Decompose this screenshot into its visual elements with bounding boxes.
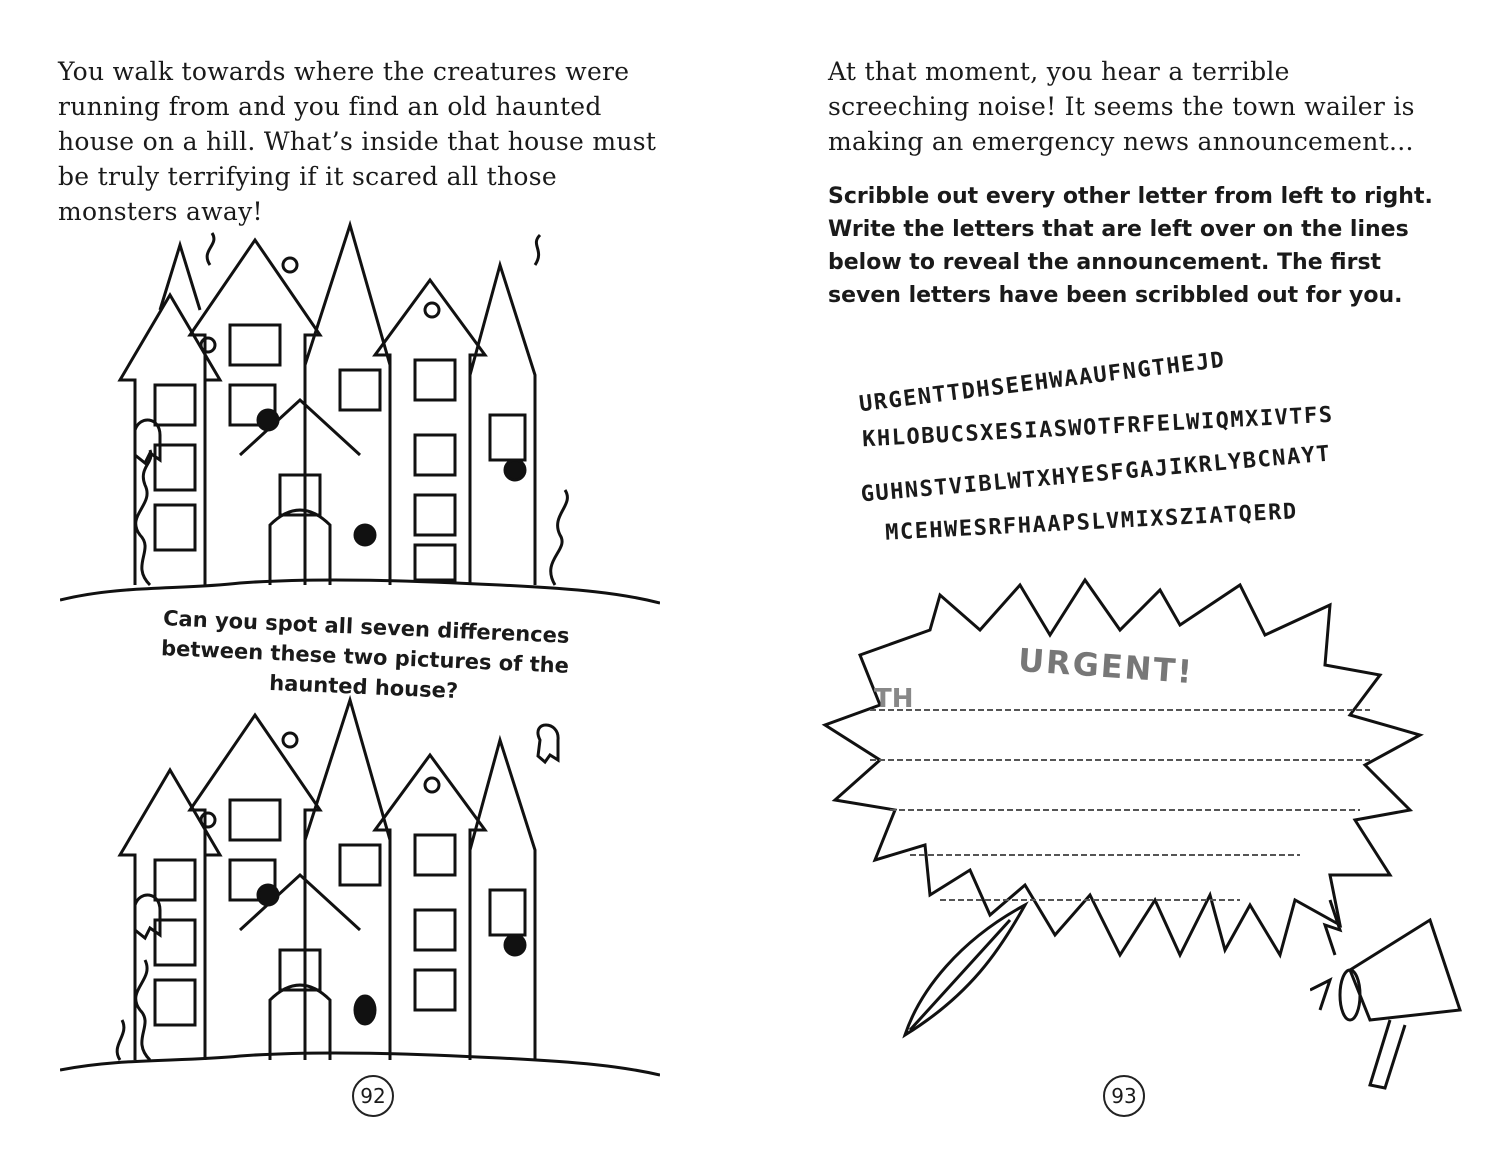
page-number-right: 93 <box>1103 1075 1145 1117</box>
answer-start-letters: TH <box>874 684 914 714</box>
letter-grid-row-1: URGENTTDHSEEHWAAUFNGTHEJD <box>857 347 1227 418</box>
haunted-house-bottom <box>60 680 660 1105</box>
page-number-left: 92 <box>352 1075 394 1117</box>
letter-grid-row-4: MCEHWESRFHAAPSLVMIXSZIATQERD <box>884 499 1299 546</box>
puzzle-instructions: Scribble out every other letter from left to right. Write the letters that are left over on the lines below to reveal the announcement. The first seven letters have been scribbled out for you. <box>828 184 1433 308</box>
letter-grid-row-3: GUHNSTVIBLWTXHYESFGAJIKRLYBCNAYT <box>859 441 1333 508</box>
letter-grid-row-2: KHLOBUCSXESIASWOTFRFELWIQMXIVTFS <box>861 402 1335 453</box>
urgent-heading: URGENT! <box>1016 640 1196 692</box>
right-page <box>750 0 1500 1151</box>
spot-difference-question: Can you spot all seven differences between these two pictures of the haunted house? <box>160 606 570 704</box>
haunted-house-top <box>60 205 660 615</box>
left-intro-text: You walk towards where the creatures were running from and you find an old haunted house on a hill. What’s inside that house must be truly terrifying if it scared all those monsters away! <box>58 57 657 226</box>
quill-icon <box>900 900 1030 1040</box>
megaphone-icon <box>1310 890 1470 1090</box>
right-intro-text: At that moment, you hear a terrible screeching noise! It seems the town wailer is making an emergency news announcement... <box>828 57 1415 156</box>
